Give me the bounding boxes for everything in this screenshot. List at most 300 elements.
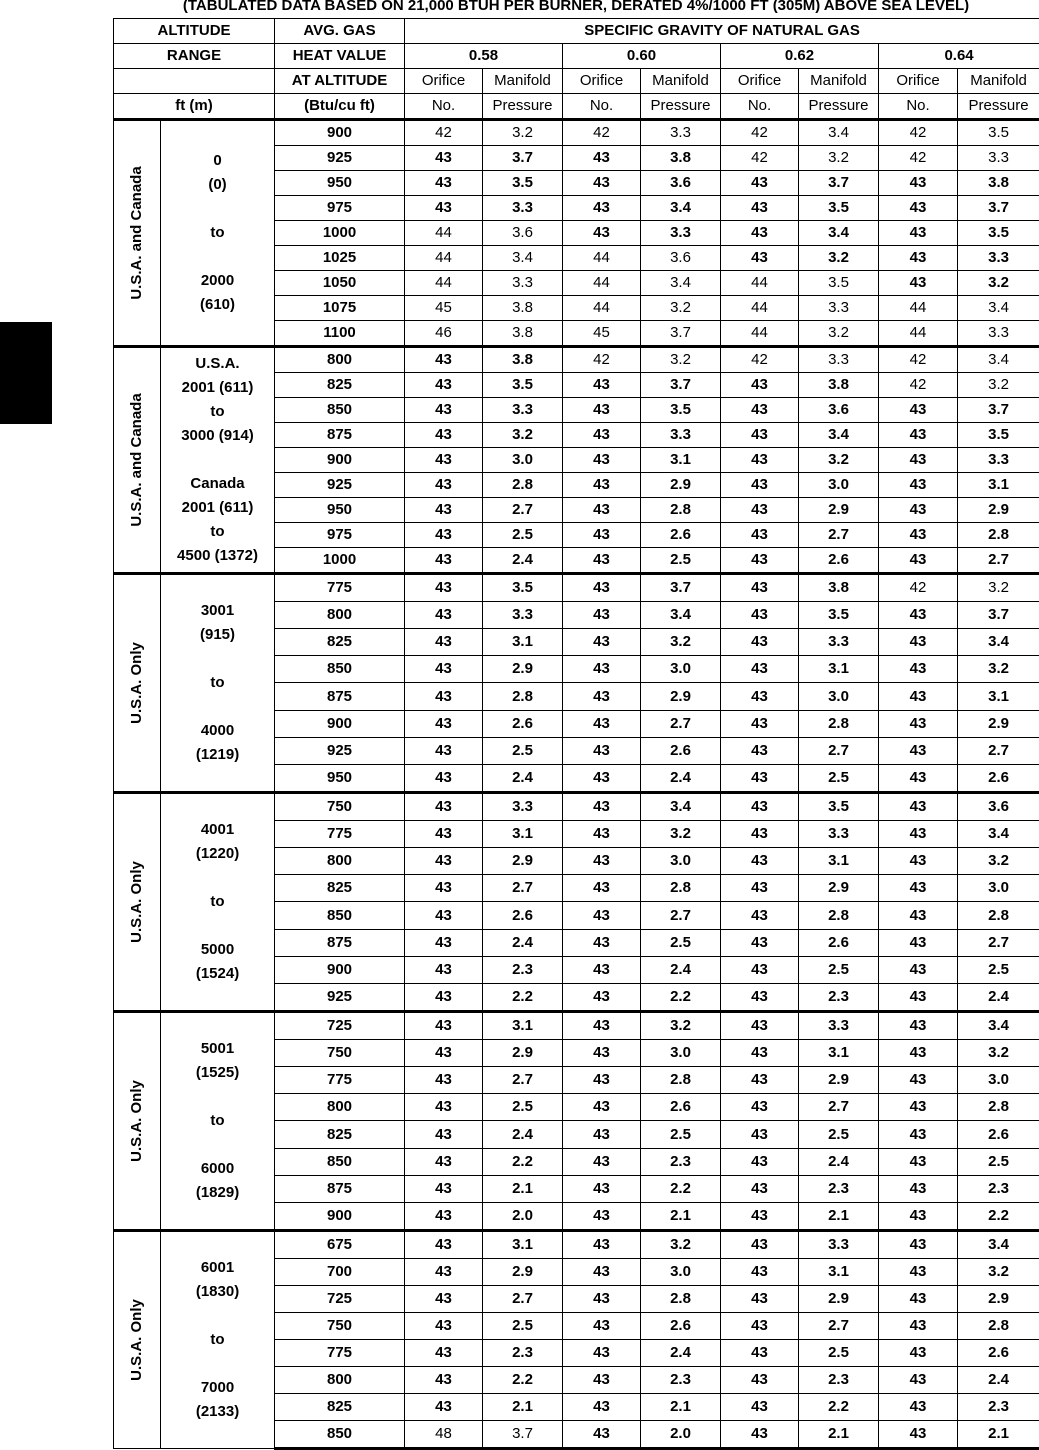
manifold-pressure-cell: 3.4 xyxy=(958,629,1039,656)
manifold-pressure-cell: 3.1 xyxy=(799,656,879,683)
manifold-pressure-cell: 3.2 xyxy=(799,146,879,171)
altitude-range-line xyxy=(163,1232,272,1256)
heat-value-cell: 1075 xyxy=(275,296,405,321)
heat-value-cell: 800 xyxy=(275,848,405,875)
manifold-pressure-cell: 2.9 xyxy=(483,656,563,683)
altitude-range-line: 3000 (914) xyxy=(163,424,272,448)
heat-value-cell: 675 xyxy=(275,1231,405,1259)
orifice-cell: 43 xyxy=(721,574,799,602)
manifold-pressure-cell: 2.7 xyxy=(799,523,879,548)
orifice-cell: 43 xyxy=(879,423,958,448)
altitude-range-cell xyxy=(161,793,275,1012)
manifold-pressure-cell: 2.4 xyxy=(483,548,563,574)
manifold-pressure-cell: 2.8 xyxy=(641,498,721,523)
orifice-cell: 43 xyxy=(721,629,799,656)
altitude-range-line xyxy=(163,575,272,599)
manifold-pressure-cell: 3.3 xyxy=(641,423,721,448)
manifold-pressure-cell: 3.8 xyxy=(483,321,563,347)
manifold-pressure-cell: 3.3 xyxy=(958,146,1039,171)
orifice-cell: 43 xyxy=(563,498,641,523)
orifice-cell: 43 xyxy=(879,902,958,929)
orifice-cell: 43 xyxy=(563,683,641,710)
manifold-pressure-cell: 3.2 xyxy=(958,1259,1039,1286)
manifold-pressure-cell: 2.6 xyxy=(483,710,563,737)
orifice-cell: 44 xyxy=(563,296,641,321)
orifice-cell: 43 xyxy=(405,710,483,737)
manifold-pressure-cell: 3.4 xyxy=(958,1012,1039,1040)
manifold-pressure-cell: 3.5 xyxy=(641,398,721,423)
manifold-pressure-cell: 2.2 xyxy=(483,983,563,1011)
altitude-range-line: to xyxy=(163,221,272,245)
manifold-pressure-cell: 2.2 xyxy=(483,1148,563,1175)
orifice-cell: 43 xyxy=(563,1339,641,1366)
orifice-cell: 43 xyxy=(563,629,641,656)
manifold-pressure-cell: 2.7 xyxy=(958,929,1039,956)
region-label-cell xyxy=(114,1012,161,1231)
altitude-range-line: 4500 (1372) xyxy=(163,544,272,568)
orifice-cell: 43 xyxy=(405,1067,483,1094)
manifold-pressure-cell: 2.4 xyxy=(483,1121,563,1148)
altitude-range-cell xyxy=(161,574,275,793)
altitude-range-line xyxy=(163,1352,272,1376)
altitude-range-cell xyxy=(161,347,275,574)
orifice-cell: 43 xyxy=(721,221,799,246)
manifold-pressure-cell: 2.5 xyxy=(641,929,721,956)
altitude-range-line: 3001 xyxy=(163,599,272,623)
gravity-header: 0.58 xyxy=(405,44,563,69)
altitude-range-line xyxy=(163,914,272,938)
altitude-range-line: 5001 xyxy=(163,1037,272,1061)
manifold-pressure-cell: 2.9 xyxy=(958,498,1039,523)
manifold-pressure-cell: 3.1 xyxy=(483,629,563,656)
manifold-pressure-cell: 3.0 xyxy=(641,656,721,683)
altitude-range-line: to xyxy=(163,400,272,424)
orifice-cell: 43 xyxy=(405,523,483,548)
orifice-cell: 43 xyxy=(405,656,483,683)
altitude-range-line: 4001 xyxy=(163,818,272,842)
heat-value-cell: 850 xyxy=(275,398,405,423)
manifold-pressure-cell: 3.1 xyxy=(799,1259,879,1286)
orifice-cell: 43 xyxy=(721,498,799,523)
heat-value-cell: 825 xyxy=(275,373,405,398)
region-label: U.S.A. Only xyxy=(128,642,146,724)
manifold-pressure-cell: 2.5 xyxy=(799,764,879,792)
manifold-pressure-cell: 2.7 xyxy=(641,710,721,737)
heat-value-cell: 1100 xyxy=(275,321,405,347)
altitude-range-line: to xyxy=(163,1109,272,1133)
orifice-cell: 43 xyxy=(879,221,958,246)
heat-value-cell: 825 xyxy=(275,629,405,656)
manifold-pressure-cell: 3.0 xyxy=(958,1067,1039,1094)
table-row xyxy=(114,347,1039,373)
altitude-range-line: (2133) xyxy=(163,1400,272,1424)
altitude-range-line: 2000 xyxy=(163,269,272,293)
manifold-pressure-cell: 2.6 xyxy=(641,1312,721,1339)
heat-value-cell: 1000 xyxy=(275,548,405,574)
orifice-cell: 44 xyxy=(405,221,483,246)
manifold-pressure-cell: 3.4 xyxy=(641,271,721,296)
manifold-pressure-cell: 2.6 xyxy=(799,929,879,956)
orifice-cell: 43 xyxy=(563,737,641,764)
orifice-cell: 43 xyxy=(721,656,799,683)
orifice-cell: 43 xyxy=(563,929,641,956)
heat-value-cell: 900 xyxy=(275,710,405,737)
heat-value-cell: 750 xyxy=(275,1040,405,1067)
orifice-cell: 43 xyxy=(879,1286,958,1313)
orifice-cell: 42 xyxy=(563,120,641,146)
altitude-range-line: to xyxy=(163,671,272,695)
manifold-pressure-cell: 2.5 xyxy=(958,956,1039,983)
manifold-pressure-cell: 3.5 xyxy=(483,373,563,398)
orifice-cell: 43 xyxy=(721,1094,799,1121)
orifice-cell: 43 xyxy=(879,246,958,271)
heat-value-cell: 725 xyxy=(275,1286,405,1313)
manifold-pressure-cell: 3.4 xyxy=(958,821,1039,848)
orifice-cell: 43 xyxy=(879,1420,958,1448)
altitude-range-line: (1829) xyxy=(163,1181,272,1205)
orifice-cell: 43 xyxy=(879,1339,958,1366)
orifice-cell: 44 xyxy=(563,246,641,271)
altitude-range-line: 2001 (611) xyxy=(163,376,272,400)
manifold-pressure-cell: 3.2 xyxy=(958,656,1039,683)
altitude-range-line: 5000 xyxy=(163,938,272,962)
orifice-cell: 43 xyxy=(563,1040,641,1067)
altitude-range-line xyxy=(163,986,272,1010)
orifice-cell: 43 xyxy=(879,929,958,956)
orifice-cell: 44 xyxy=(721,271,799,296)
manifold-pressure-cell: 3.2 xyxy=(483,120,563,146)
manifold-header: Manifold xyxy=(483,69,563,94)
manifold-pressure-cell: 3.5 xyxy=(799,196,879,221)
orifice-cell: 43 xyxy=(721,1231,799,1259)
heat-value-cell: 800 xyxy=(275,602,405,629)
manifold-pressure-cell: 3.1 xyxy=(799,848,879,875)
manifold-pressure-cell: 2.6 xyxy=(483,902,563,929)
manifold-pressure-cell: 3.6 xyxy=(641,246,721,271)
manifold-pressure-cell: 2.4 xyxy=(641,956,721,983)
manifold-pressure-cell: 2.9 xyxy=(483,848,563,875)
manifold-pressure-cell: 2.8 xyxy=(799,710,879,737)
manifold-pressure-cell: 2.7 xyxy=(483,875,563,902)
manifold-pressure-cell: 2.7 xyxy=(483,1067,563,1094)
orifice-cell: 43 xyxy=(405,398,483,423)
orifice-cell: 43 xyxy=(563,398,641,423)
manifold-pressure-cell: 2.8 xyxy=(958,1094,1039,1121)
manifold-pressure-cell: 3.2 xyxy=(958,1040,1039,1067)
orifice-cell: 43 xyxy=(405,498,483,523)
manifold-pressure-cell: 3.3 xyxy=(483,196,563,221)
manifold-pressure-cell: 2.3 xyxy=(641,1148,721,1175)
orifice-cell: 43 xyxy=(879,171,958,196)
orifice-cell: 43 xyxy=(721,1067,799,1094)
region-label: U.S.A. and Canada xyxy=(128,393,146,526)
orifice-cell: 43 xyxy=(721,246,799,271)
manifold-pressure-cell: 2.7 xyxy=(483,498,563,523)
manifold-header: Manifold xyxy=(799,69,879,94)
orifice-cell: 44 xyxy=(879,321,958,347)
orifice-cell: 43 xyxy=(721,875,799,902)
orifice-cell: 43 xyxy=(721,956,799,983)
orifice-cell: 43 xyxy=(721,548,799,574)
heat-value-cell: 925 xyxy=(275,473,405,498)
orifice-cell: 43 xyxy=(721,398,799,423)
orifice-cell: 43 xyxy=(879,793,958,821)
orifice-header: No. xyxy=(405,94,483,120)
heat-value-cell: 900 xyxy=(275,120,405,146)
orifice-cell: 43 xyxy=(405,1094,483,1121)
gravity-header: 0.64 xyxy=(879,44,1039,69)
orifice-cell: 43 xyxy=(563,710,641,737)
table-row xyxy=(114,1012,1039,1040)
altitude-range-line: (1830) xyxy=(163,1280,272,1304)
manifold-pressure-cell: 2.4 xyxy=(641,1339,721,1366)
heat-value-cell: 725 xyxy=(275,1012,405,1040)
manifold-pressure-cell: 3.2 xyxy=(799,448,879,473)
altitude-range-line xyxy=(163,197,272,221)
orifice-cell: 43 xyxy=(563,1231,641,1259)
orifice-cell: 43 xyxy=(721,1040,799,1067)
altitude-range-line: (1220) xyxy=(163,842,272,866)
orifice-cell: 43 xyxy=(721,423,799,448)
heat-value-cell: 925 xyxy=(275,146,405,171)
manifold-pressure-cell: 2.3 xyxy=(641,1366,721,1393)
manifold-pressure-cell: 3.1 xyxy=(483,821,563,848)
orifice-cell: 43 xyxy=(563,448,641,473)
manifold-pressure-cell: 2.8 xyxy=(641,1286,721,1313)
manifold-pressure-cell: 3.0 xyxy=(958,875,1039,902)
orifice-cell: 43 xyxy=(879,683,958,710)
orifice-cell: 43 xyxy=(405,1012,483,1040)
altitude-range-line: 4000 xyxy=(163,719,272,743)
heat-value-cell: 825 xyxy=(275,1121,405,1148)
manifold-pressure-cell: 2.5 xyxy=(799,956,879,983)
heat-value-cell: 800 xyxy=(275,1366,405,1393)
manifold-pressure-cell: 2.4 xyxy=(958,983,1039,1011)
orifice-cell: 43 xyxy=(405,821,483,848)
manifold-pressure-cell: 2.8 xyxy=(958,1312,1039,1339)
heat-value-cell: 750 xyxy=(275,1312,405,1339)
altitude-range-line: 2001 (611) xyxy=(163,496,272,520)
orifice-cell: 43 xyxy=(721,1148,799,1175)
manifold-pressure-cell: 3.8 xyxy=(799,373,879,398)
table-body xyxy=(114,120,1039,1449)
orifice-cell: 43 xyxy=(879,1094,958,1121)
altitude-range-line: to xyxy=(163,1328,272,1352)
manifold-pressure-cell: 3.2 xyxy=(958,848,1039,875)
manifold-pressure-cell: 2.7 xyxy=(958,737,1039,764)
altitude-range-line: to xyxy=(163,890,272,914)
orifice-cell: 43 xyxy=(405,423,483,448)
altitude-range-line xyxy=(163,1013,272,1037)
heat-value-header: AT ALTITUDE xyxy=(275,69,405,94)
manifold-pressure-cell: 2.2 xyxy=(483,1366,563,1393)
orifice-cell: 43 xyxy=(879,1259,958,1286)
altitude-range-line xyxy=(163,1424,272,1448)
manifold-pressure-cell: 2.4 xyxy=(799,1148,879,1175)
manifold-pressure-cell: 2.5 xyxy=(958,1148,1039,1175)
orifice-cell: 43 xyxy=(879,548,958,574)
orifice-header: Orifice xyxy=(879,69,958,94)
manifold-pressure-cell: 3.2 xyxy=(641,629,721,656)
orifice-cell: 43 xyxy=(563,848,641,875)
orifice-cell: 43 xyxy=(405,1175,483,1202)
manifold-pressure-cell: 3.3 xyxy=(483,271,563,296)
manifold-pressure-cell: 3.4 xyxy=(958,347,1039,373)
manifold-pressure-cell: 2.5 xyxy=(799,1339,879,1366)
manifold-pressure-cell: 3.3 xyxy=(641,221,721,246)
manifold-pressure-cell: 2.9 xyxy=(799,875,879,902)
region-label: U.S.A. Only xyxy=(128,1080,146,1162)
orifice-pressure-table xyxy=(113,18,1039,1450)
manifold-pressure-cell: 3.7 xyxy=(958,398,1039,423)
manifold-pressure-cell: 2.3 xyxy=(799,983,879,1011)
manifold-pressure-cell: 3.2 xyxy=(641,821,721,848)
table-row xyxy=(114,1231,1039,1259)
manifold-pressure-cell: 3.7 xyxy=(641,321,721,347)
orifice-header: No. xyxy=(563,94,641,120)
manifold-pressure-cell: 3.3 xyxy=(483,793,563,821)
orifice-cell: 42 xyxy=(879,146,958,171)
manifold-pressure-cell: 3.3 xyxy=(799,1012,879,1040)
orifice-cell: 43 xyxy=(879,1312,958,1339)
region-label: U.S.A. and Canada xyxy=(128,166,146,299)
table-row xyxy=(114,120,1039,146)
orifice-header: Orifice xyxy=(721,69,799,94)
altitude-range-line: 6001 xyxy=(163,1256,272,1280)
orifice-cell: 43 xyxy=(563,602,641,629)
orifice-cell: 42 xyxy=(879,120,958,146)
manifold-pressure-cell: 2.4 xyxy=(958,1366,1039,1393)
altitude-range-line xyxy=(163,647,272,671)
altitude-range-line xyxy=(163,1205,272,1229)
orifice-cell: 43 xyxy=(879,602,958,629)
manifold-pressure-cell: 3.5 xyxy=(958,221,1039,246)
orifice-cell: 43 xyxy=(879,1202,958,1230)
manifold-pressure-cell: 3.2 xyxy=(799,246,879,271)
orifice-cell: 43 xyxy=(405,1393,483,1420)
orifice-cell: 43 xyxy=(405,574,483,602)
orifice-cell: 43 xyxy=(563,1067,641,1094)
heat-value-cell: 850 xyxy=(275,1420,405,1448)
manifold-header: Pressure xyxy=(958,94,1039,120)
manifold-pressure-cell: 3.2 xyxy=(641,347,721,373)
orifice-cell: 43 xyxy=(879,875,958,902)
orifice-cell: 43 xyxy=(879,1012,958,1040)
altitude-range-header xyxy=(114,69,275,94)
orifice-cell: 43 xyxy=(721,373,799,398)
manifold-pressure-cell: 3.3 xyxy=(799,821,879,848)
orifice-cell: 43 xyxy=(563,1259,641,1286)
orifice-cell: 43 xyxy=(405,196,483,221)
manifold-pressure-cell: 3.3 xyxy=(958,321,1039,347)
altitude-range-line: U.S.A. xyxy=(163,352,272,376)
manifold-pressure-cell: 2.9 xyxy=(483,1259,563,1286)
orifice-cell: 43 xyxy=(879,1393,958,1420)
orifice-cell: 43 xyxy=(721,848,799,875)
heat-value-cell: 875 xyxy=(275,1175,405,1202)
manifold-pressure-cell: 3.1 xyxy=(641,448,721,473)
manifold-pressure-cell: 2.3 xyxy=(483,1339,563,1366)
manifold-pressure-cell: 2.5 xyxy=(641,548,721,574)
altitude-range-line xyxy=(163,1085,272,1109)
orifice-cell: 43 xyxy=(405,737,483,764)
orifice-cell: 43 xyxy=(563,793,641,821)
manifold-pressure-cell: 3.8 xyxy=(483,296,563,321)
manifold-pressure-cell: 3.3 xyxy=(799,296,879,321)
heat-value-cell: 900 xyxy=(275,448,405,473)
heat-value-cell: 1050 xyxy=(275,271,405,296)
manifold-pressure-cell: 2.2 xyxy=(641,983,721,1011)
orifice-cell: 43 xyxy=(721,1202,799,1230)
manifold-pressure-cell: 2.9 xyxy=(799,498,879,523)
manifold-pressure-cell: 3.8 xyxy=(958,171,1039,196)
manifold-pressure-cell: 3.5 xyxy=(483,574,563,602)
manifold-pressure-cell: 2.5 xyxy=(483,1094,563,1121)
orifice-cell: 43 xyxy=(563,983,641,1011)
manifold-pressure-cell: 2.1 xyxy=(483,1175,563,1202)
orifice-cell: 43 xyxy=(563,1012,641,1040)
heat-value-cell: 875 xyxy=(275,423,405,448)
orifice-cell: 43 xyxy=(563,656,641,683)
altitude-range-line: (1525) xyxy=(163,1061,272,1085)
orifice-cell: 43 xyxy=(879,848,958,875)
orifice-cell: 43 xyxy=(405,929,483,956)
orifice-cell: 43 xyxy=(405,347,483,373)
orifice-cell: 43 xyxy=(405,1312,483,1339)
heat-value-cell: 775 xyxy=(275,821,405,848)
orifice-cell: 43 xyxy=(721,737,799,764)
manifold-pressure-cell: 2.3 xyxy=(799,1175,879,1202)
manifold-pressure-cell: 3.8 xyxy=(641,146,721,171)
orifice-cell: 43 xyxy=(563,875,641,902)
table-row xyxy=(114,574,1039,602)
orifice-cell: 44 xyxy=(563,271,641,296)
manifold-pressure-cell: 2.5 xyxy=(799,1121,879,1148)
orifice-cell: 43 xyxy=(563,373,641,398)
orifice-cell: 43 xyxy=(721,1420,799,1448)
manifold-pressure-cell: 2.7 xyxy=(799,1094,879,1121)
manifold-pressure-cell: 2.9 xyxy=(799,1286,879,1313)
orifice-cell: 43 xyxy=(721,171,799,196)
orifice-cell: 43 xyxy=(879,498,958,523)
orifice-cell: 43 xyxy=(721,1175,799,1202)
orifice-cell: 45 xyxy=(563,321,641,347)
orifice-cell: 43 xyxy=(879,1231,958,1259)
orifice-cell: 43 xyxy=(721,1121,799,1148)
altitude-range-line: 0 xyxy=(163,149,272,173)
orifice-cell: 43 xyxy=(563,1420,641,1448)
manifold-pressure-cell: 2.1 xyxy=(641,1202,721,1230)
manifold-pressure-cell: 2.1 xyxy=(641,1393,721,1420)
orifice-cell: 43 xyxy=(879,1121,958,1148)
orifice-cell: 43 xyxy=(563,1393,641,1420)
manifold-pressure-cell: 3.7 xyxy=(958,602,1039,629)
manifold-pressure-cell: 2.4 xyxy=(483,764,563,792)
manifold-pressure-cell: 3.3 xyxy=(483,398,563,423)
manifold-pressure-cell: 3.6 xyxy=(799,398,879,423)
orifice-cell: 44 xyxy=(405,246,483,271)
orifice-cell: 43 xyxy=(405,373,483,398)
orifice-cell: 43 xyxy=(405,956,483,983)
orifice-cell: 43 xyxy=(721,710,799,737)
manifold-pressure-cell: 3.6 xyxy=(483,221,563,246)
manifold-pressure-cell: 2.2 xyxy=(958,1202,1039,1230)
orifice-cell: 43 xyxy=(879,737,958,764)
heat-value-cell: 750 xyxy=(275,793,405,821)
heat-value-cell: 900 xyxy=(275,1202,405,1230)
altitude-range-line xyxy=(163,1133,272,1157)
orifice-header: No. xyxy=(721,94,799,120)
